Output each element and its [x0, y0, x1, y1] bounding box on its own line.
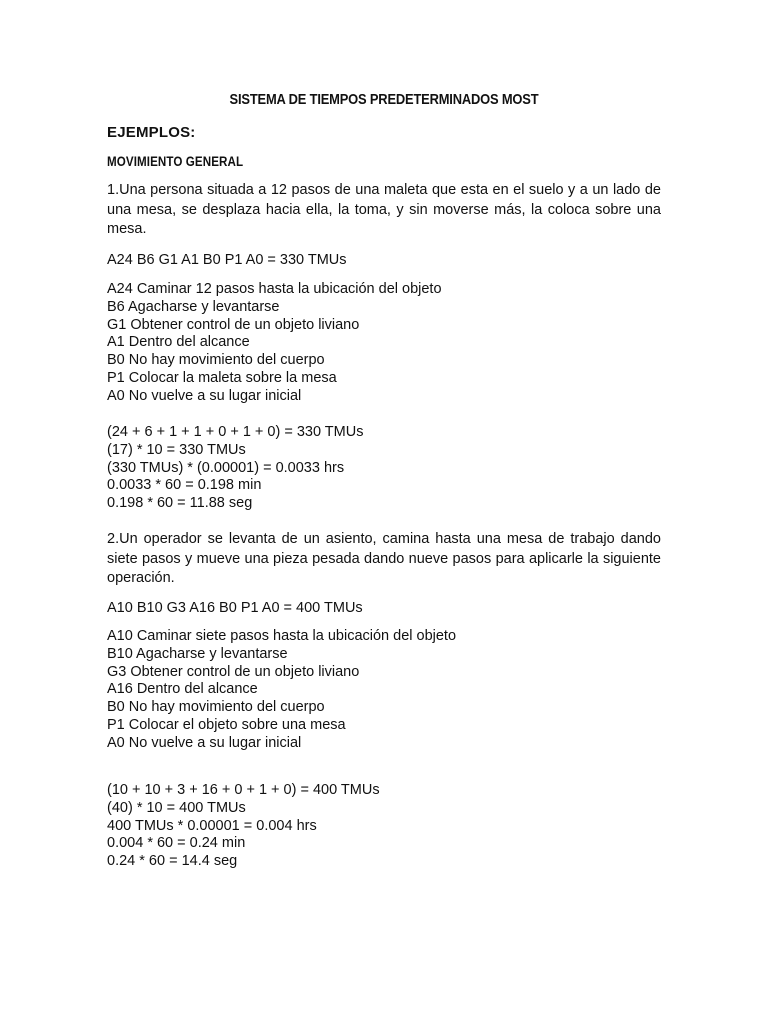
example2-step: A16 Dentro del alcance: [107, 681, 258, 698]
example1-calculation: (330 TMUs) * (0.00001) = 0.0033 hrs: [107, 459, 345, 476]
example2-step: B0 No hay movimiento del cuerpo: [107, 699, 325, 716]
example1-step: B0 No hay movimiento del cuerpo: [107, 352, 325, 369]
document-title: SISTEMA DE TIEMPOS PREDETERMINADOS MOST: [229, 91, 539, 108]
examples-heading: EJEMPLOS:: [107, 124, 196, 141]
example2-step: B10 Agacharse y levantarse: [107, 645, 288, 662]
example1-step: A24 Caminar 12 pasos hasta la ubicación del objeto: [107, 281, 442, 297]
example1-step: A0 No vuelve a su lugar inicial: [107, 387, 302, 404]
example1-formula: A24 B6 G1 A1 B0 P1 A0 = 330 TMUs: [107, 252, 347, 268]
example2-step: P1 Colocar el objeto sobre una mesa: [107, 716, 346, 733]
example1-calculation: (24 + 6 + 1 + 1 + 0 + 1 + 0) = 330 TMUs: [107, 424, 364, 440]
example1-step: B6 Agacharse y levantarse: [107, 298, 280, 315]
example2-calculations: [107, 782, 380, 871]
example2-calculation: 0.24 * 60 = 14.4 seg: [107, 853, 238, 870]
section-heading: MOVIMIENTO GENERAL: [107, 154, 244, 169]
example1-calculation: 0.0033 * 60 = 0.198 min: [107, 477, 262, 494]
example2-calculation: 400 TMUs * 0.00001 = 0.004 hrs: [107, 817, 317, 834]
example2-description: 2.Un operador se levanta de un asiento, camina hasta una mesa de trabajo dando siete pasos y mueve una pieza pesada dando nueve pasos para aplicarle la siguiente operación.: [107, 531, 661, 586]
example2-formula: A10 B10 G3 A16 B0 P1 A0 = 400 TMUs: [107, 600, 363, 616]
example1-calculation: (17) * 10 = 330 TMUs: [107, 441, 246, 458]
example1-calculation: 0.198 * 60 = 11.88 seg: [107, 495, 253, 512]
example1-step: P1 Colocar la maleta sobre la mesa: [107, 369, 337, 386]
example2-calculation: (40) * 10 = 400 TMUs: [107, 799, 246, 816]
example2-calculation: 0.004 * 60 = 0.24 min: [107, 835, 246, 852]
example1-step: G1 Obtener control de un objeto liviano: [107, 316, 360, 333]
example2-step: G3 Obtener control de un objeto liviano: [107, 663, 360, 680]
example1-step: A1 Dentro del alcance: [107, 334, 250, 351]
example2-step: A0 No vuelve a su lugar inicial: [107, 734, 302, 751]
example1-calculations: [107, 424, 363, 513]
example2-steps: [107, 628, 456, 753]
example1-description: 1.Una persona situada a 12 pasos de una maleta que esta en el suelo y a un lado de una mesa, se desplaza hacia ella, la toma, y sin moverse más, la coloca sobre una mesa.: [107, 182, 661, 237]
example1-steps: [107, 281, 442, 406]
example2-calculation: (10 + 10 + 3 + 16 + 0 + 1 + 0) = 400 TMUs: [107, 782, 380, 798]
example2-step: A10 Caminar siete pasos hasta la ubicación del objeto: [107, 628, 457, 644]
